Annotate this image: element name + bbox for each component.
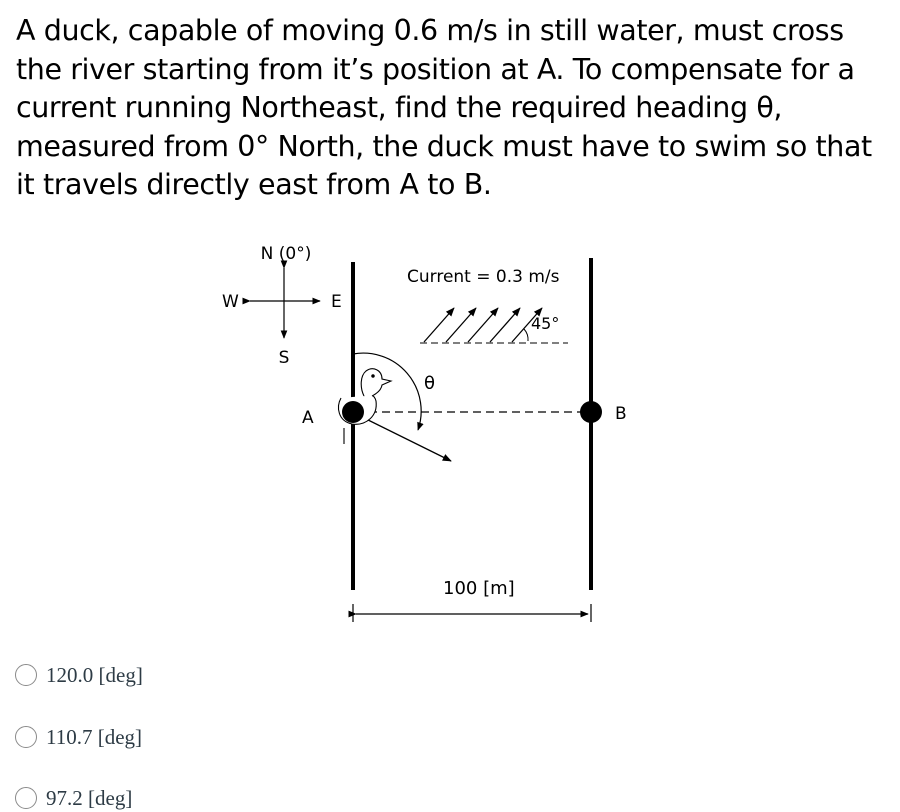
point-a-marker	[342, 401, 364, 423]
point-b-marker	[580, 401, 602, 423]
compass-south-label: S	[278, 348, 290, 368]
point-a-label: A	[302, 408, 314, 428]
answer-option-label: 110.7 [deg]	[46, 724, 143, 749]
distance-label: 100 [m]	[443, 578, 515, 599]
point-b-label: B	[615, 404, 627, 424]
answer-option-label: 120.0 [deg]	[46, 662, 143, 687]
radio-button[interactable]	[15, 664, 37, 686]
theta-label: θ	[424, 373, 436, 394]
radio-button[interactable]	[15, 726, 37, 748]
heading-vector	[356, 414, 451, 461]
radio-button[interactable]	[15, 787, 37, 809]
compass	[222, 244, 342, 368]
answer-option-3[interactable]	[15, 784, 132, 812]
compass-north-label: N (0°)	[260, 244, 312, 264]
answer-option-2[interactable]	[15, 723, 142, 751]
current-label: Current = 0.3 m/s	[407, 267, 560, 287]
current-angle-label: 45°	[531, 314, 560, 333]
compass-east-label: E	[331, 292, 342, 312]
answer-option-label: 97.2 [deg]	[46, 785, 133, 810]
question-text: A duck, capable of moving 0.6 m/s in still water, must cross the river starting from it’s position at A. To compensate for a current running Northeast, find the required heading θ, measured from 0° North, the duck must have to swim so that it travels directly east from A to B.	[16, 14, 872, 201]
compass-west-label: W	[222, 292, 239, 312]
answer-option-1[interactable]	[15, 661, 143, 689]
